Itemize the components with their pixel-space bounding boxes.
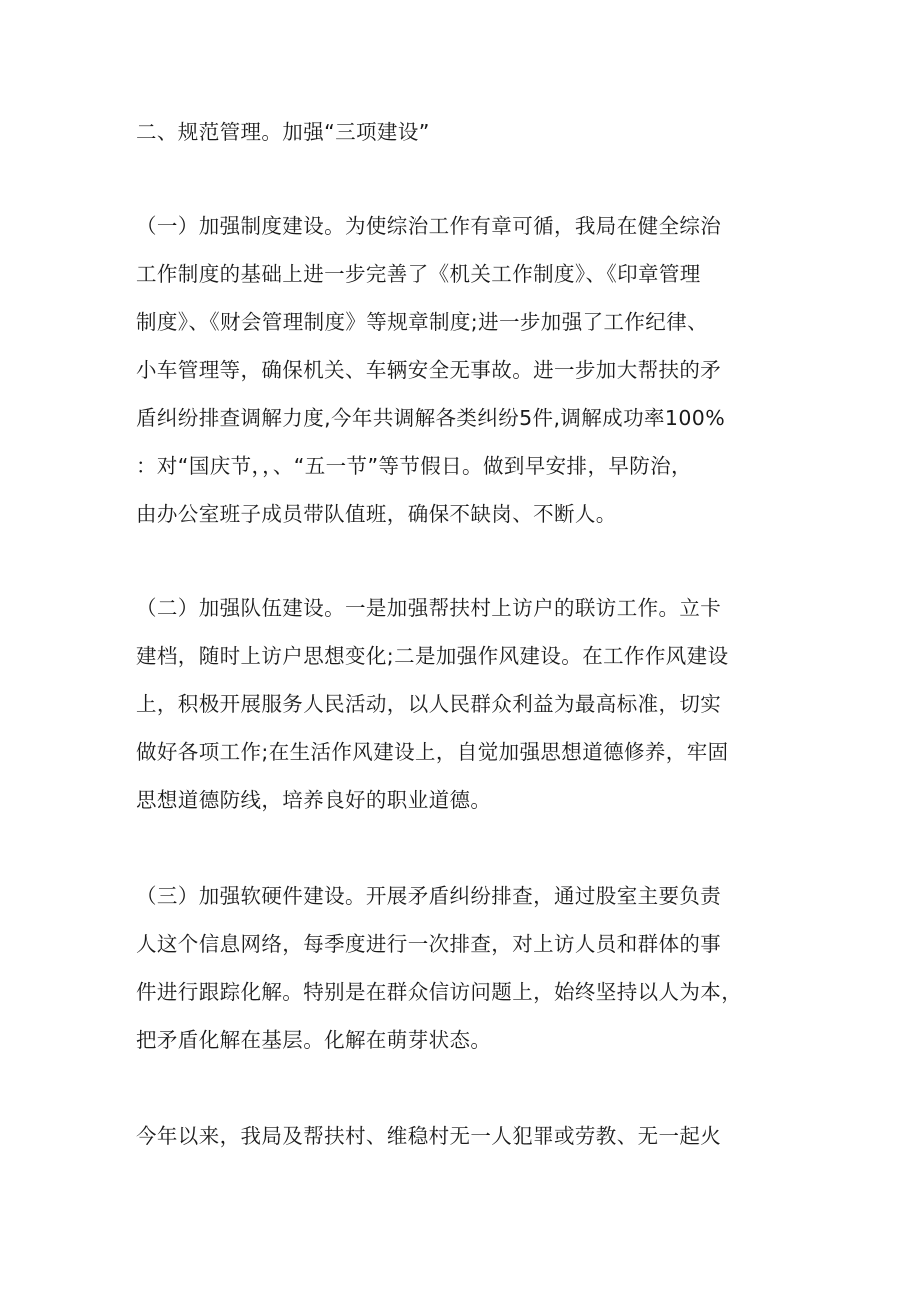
- paragraph-line: 建档，随时上访户思想变化;二是加强作风建设。在工作作风建设: [136, 644, 729, 668]
- paragraph-line: 人这个信息网络，每季度进行一次排查，对上访人员和群体的事: [136, 932, 722, 956]
- paragraph-line: 由办公室班子成员带队值班，确保不缺岗、不断人。: [136, 502, 617, 526]
- paragraph-line: 做好各项工作;在生活作风建设上，自觉加强思想道德修养，牢固: [136, 740, 729, 764]
- paragraph-line: 上，积极开展服务人民活动，以人民群众利益为最高标准，切实: [136, 692, 722, 716]
- paragraph-line: （二）加强队伍建设。一是加强帮扶村上访户的联访工作。立卡: [136, 596, 722, 620]
- paragraph-line: ：对“国庆节，，、“五一节”等节假日。做到早安排，早防治，: [136, 454, 692, 478]
- paragraph-line: 制度》、《财会管理制度》等规章制度;进一步加强了工作纪律、: [136, 310, 709, 334]
- paragraph-line: 盾纠纷排查调解力度,今年共调解各类纠纷5件,调解成功率100%: [136, 406, 726, 430]
- section-heading: 二、规范管理。加强“三项建设”: [136, 120, 430, 144]
- paragraph-line: 思想道德防线，培养良好的职业道德。: [136, 788, 492, 812]
- paragraph-line: 把矛盾化解在基层。化解在萌芽状态。: [136, 1028, 492, 1052]
- paragraph-line: 今年以来，我局及帮扶村、维稳村无一人犯罪或劳教、无一起火: [136, 1124, 722, 1148]
- paragraph-line: （三）加强软硬件建设。开展矛盾纠纷排查，通过股室主要负责: [136, 884, 722, 908]
- paragraph-line: （一）加强制度建设。为使综治工作有章可循，我局在健全综治: [136, 214, 722, 238]
- paragraph-line: 工作制度的基础上进一步完善了《机关工作制度》、《印章管理: [136, 262, 701, 286]
- paragraph-line: 件进行跟踪化解。特别是在群众信访问题上，始终坚持以人为本，: [136, 980, 743, 1004]
- paragraph-line: 小车管理等，确保机关、车辆安全无事故。进一步加大帮扶的矛: [136, 358, 722, 382]
